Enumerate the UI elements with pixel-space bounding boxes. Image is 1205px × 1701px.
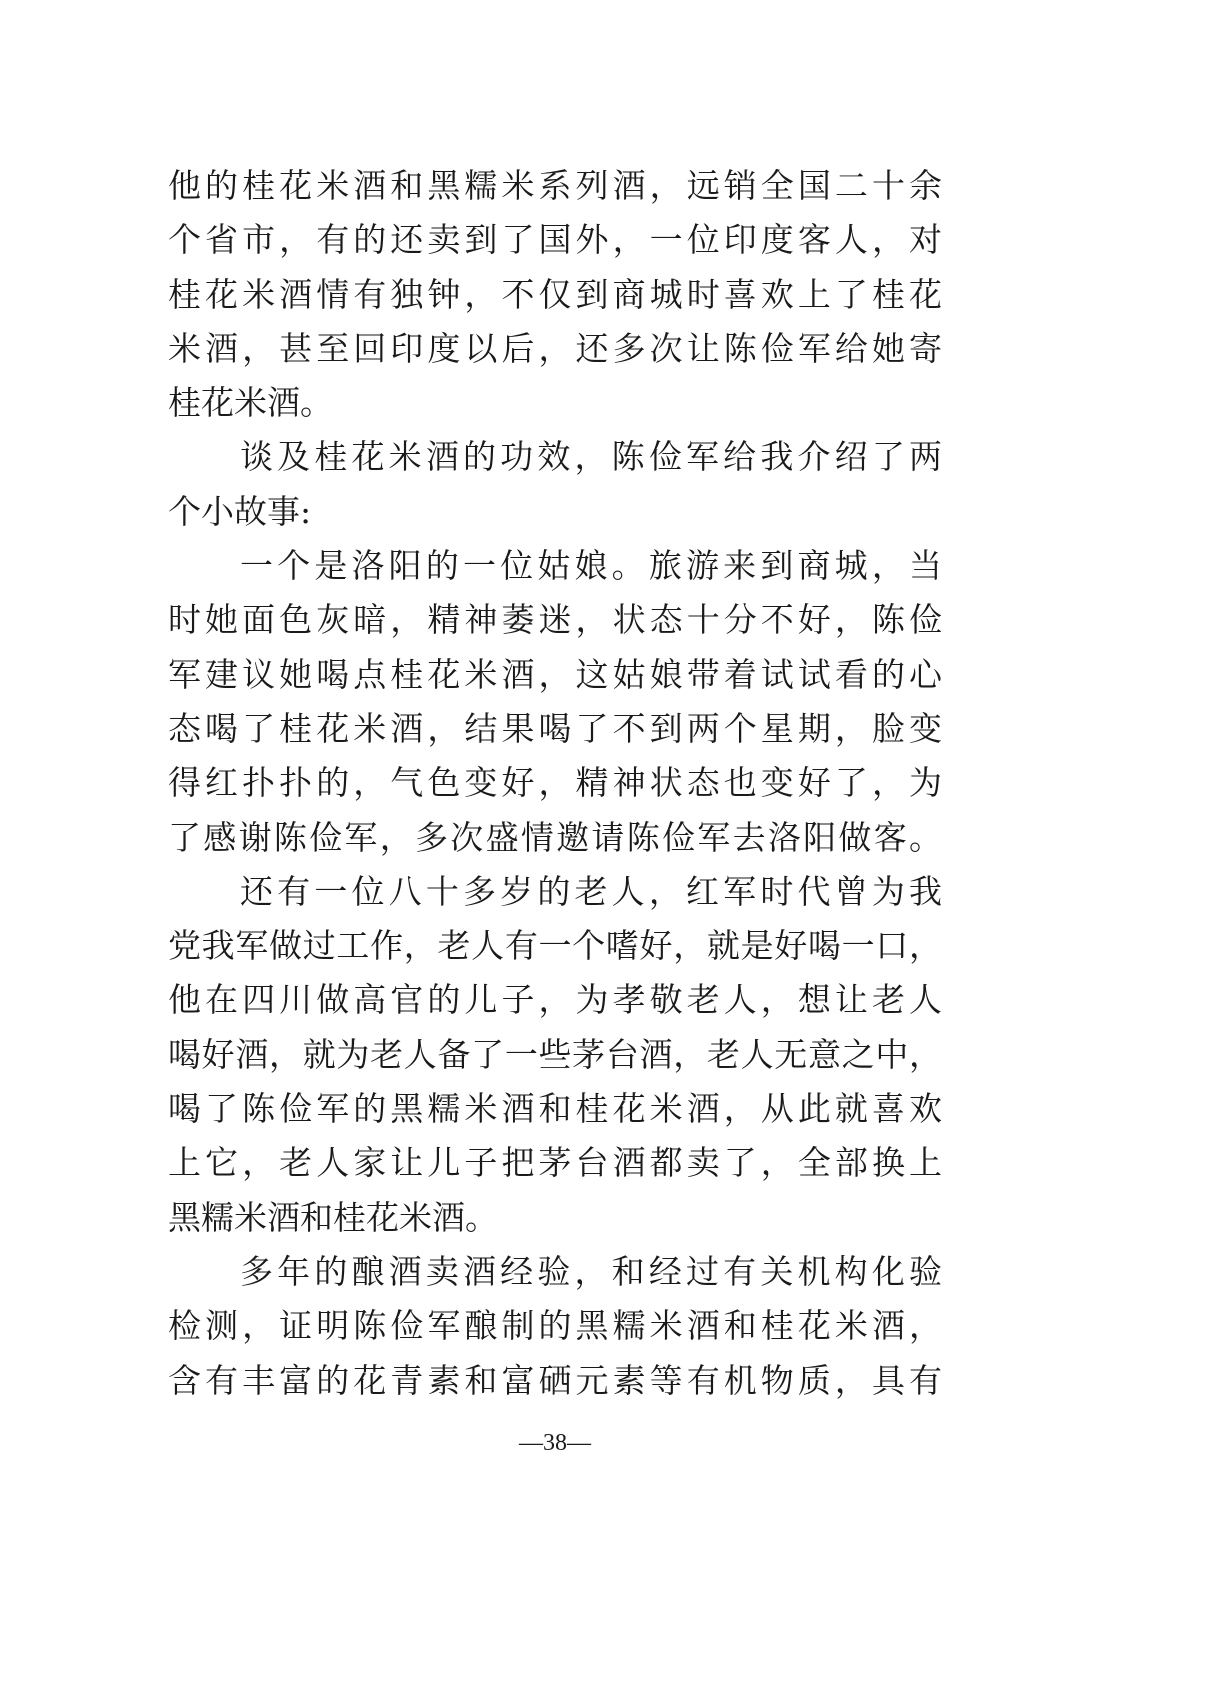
page-number: —38— <box>519 1430 591 1456</box>
text-line: 时她面色灰暗，精神萎迷，状态十分不好，陈俭 <box>168 600 942 640</box>
text-line: 米酒，甚至回印度以后，还多次让陈俭军给她寄 <box>168 328 942 368</box>
text-line: 态喝了桂花米酒，结果喝了不到两个星期，脸变 <box>168 708 942 748</box>
text-line: 个省市，有的还卖到了国外，一位印度客人，对 <box>168 220 942 260</box>
text-line: 检测，证明陈俭军酿制的黑糯米酒和桂花米酒， <box>168 1306 942 1346</box>
text-line: 他在四川做高官的儿子，为孝敬老人，想让老人 <box>168 980 942 1020</box>
text-line: 军建议她喝点桂花米酒，这姑娘带着试试看的心 <box>168 654 942 694</box>
text-line: 多年的酿酒卖酒经验，和经过有关机构化验 <box>240 1251 942 1291</box>
text-line: 了感谢陈俭军，多次盛情邀请陈俭军去洛阳做客。 <box>168 817 942 857</box>
text-line: 喝好酒，就为老人备了一些茅台酒，老人无意之中， <box>168 1034 942 1074</box>
text-line: 上它，老人家让儿子把茅台酒都卖了，全部换上 <box>168 1143 942 1183</box>
text-line: 桂花米酒。 <box>168 383 333 423</box>
body-text <box>168 159 942 1408</box>
text-line: 党我军做过工作，老人有一个嗜好，就是好喝一口， <box>168 926 942 966</box>
text-line: 喝了陈俭军的黑糯米酒和桂花米酒，从此就喜欢 <box>168 1089 942 1129</box>
text-line: 含有丰富的花青素和富硒元素等有机物质，具有 <box>168 1360 942 1400</box>
text-line: 黑糯米酒和桂花米酒。 <box>168 1197 498 1237</box>
text-line: 桂花米酒情有独钟，不仅到商城时喜欢上了桂花 <box>168 274 942 314</box>
text-line: 得红扑扑的，气色变好，精神状态也变好了，为 <box>168 763 942 803</box>
text-line: 还有一位八十多岁的老人，红军时代曾为我 <box>240 871 942 911</box>
text-line: 一个是洛阳的一位姑娘。旅游来到商城，当 <box>240 546 942 586</box>
text-line: 他的桂花米酒和黑糯米系列酒，远销全国二十余 <box>168 166 942 205</box>
text-line: 谈及桂花米酒的功效，陈俭军给我介绍了两 <box>240 437 942 477</box>
text-line: 个小故事: <box>168 491 312 531</box>
